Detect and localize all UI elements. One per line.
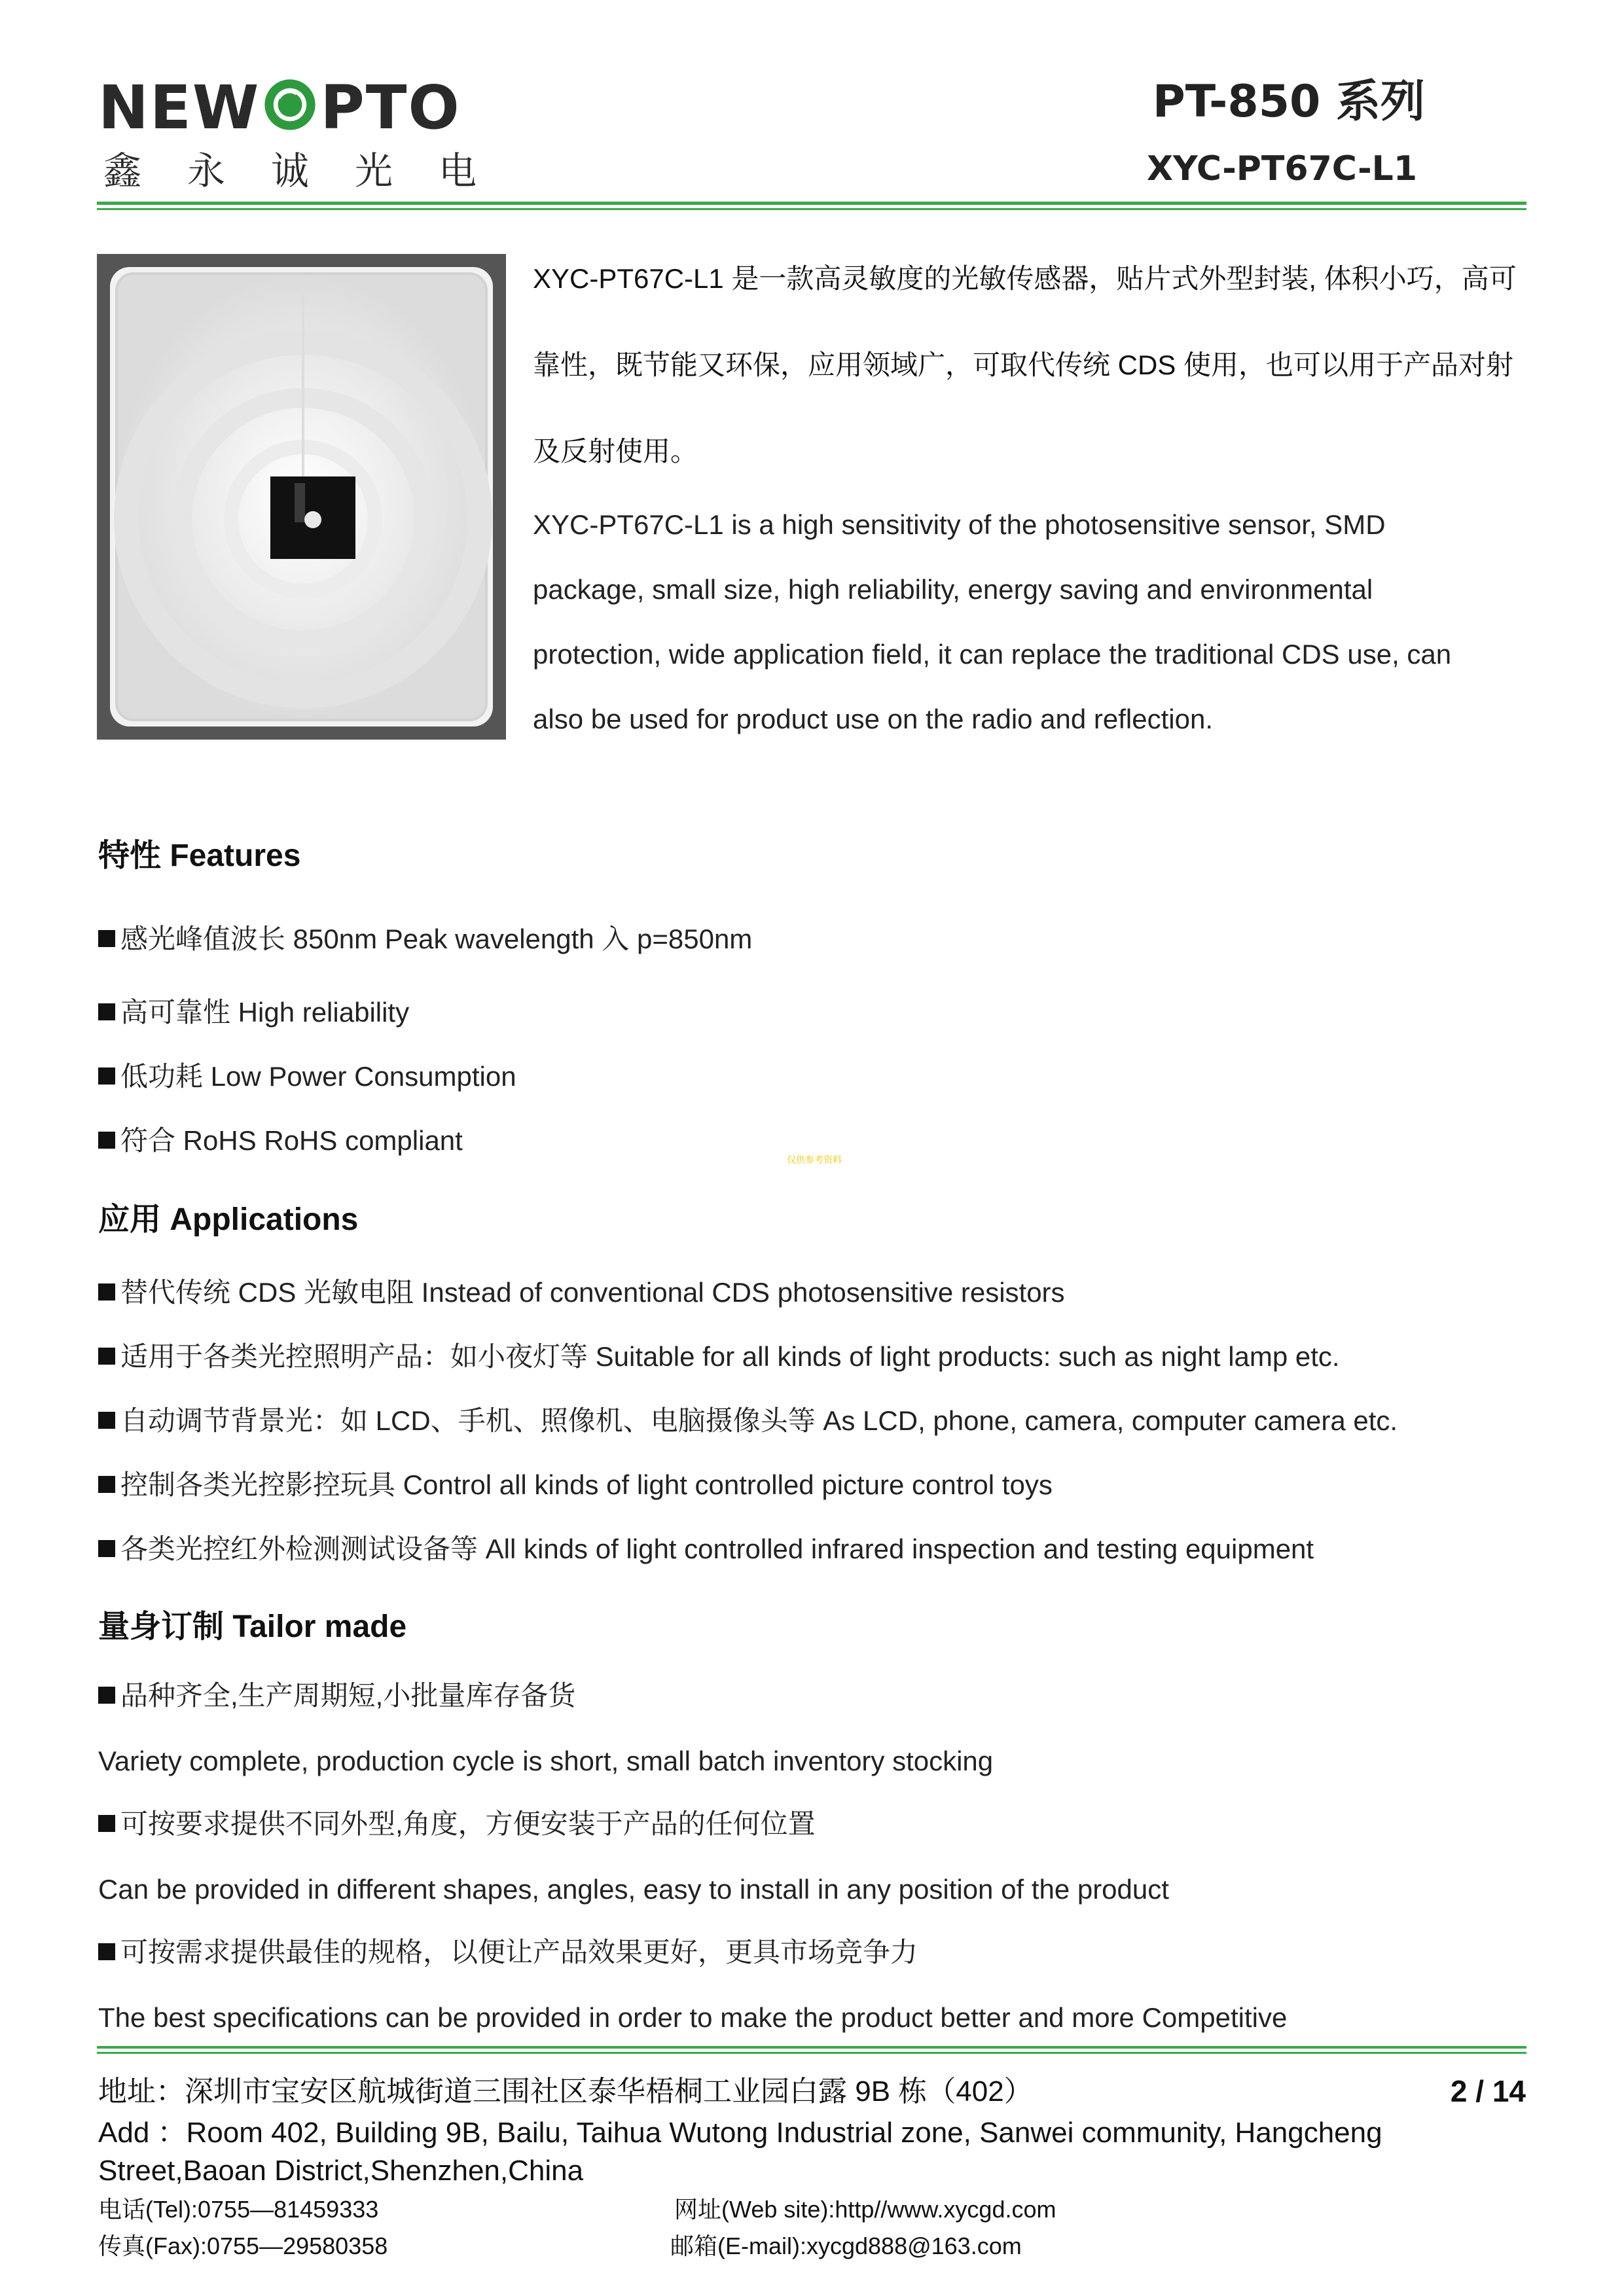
bullet-square-icon [98,1348,115,1365]
application-item [98,1471,1053,1499]
applications-heading: 应用 Applications [98,1202,359,1237]
bullet-square-icon [98,1943,115,1960]
logo-text-right: PTO [320,73,461,143]
logo-text-left: NEW [98,73,261,143]
description-cn-line: 靠性，既节能又环保，应用领域广，可取代传统 CDS 使用，也可以用于产品对射 [533,350,1514,380]
page-number: 2 / 14 [1450,2074,1526,2108]
bullet-square-icon [98,1540,115,1557]
feature-item [98,1127,463,1155]
logo-chinese-name: 鑫永诚光电 [103,149,523,193]
bullet-square-icon [98,1003,115,1020]
footer-website: 网址(Web site):http//www.xycgd.com [674,2196,1056,2223]
tailor-item-en: The best specifications can be provided in order to make the product better and more Competitive [98,2002,1288,2033]
feature-item [98,925,752,953]
footer-address-cn: 地址：深圳市宝安区航城街道三围社区泰华梧桐工业园白露 9B 栋（402） [98,2075,1033,2108]
tailor-text-cn: 品种齐全,生产周期短,小批量库存备货 [120,1680,576,1711]
address-en-line: Street,Baoan District,Shenzhen,China [98,2155,584,2187]
tailor-item-en: Variety complete, production cycle is short, small batch inventory stocking [98,1746,994,1776]
tailor-item-cn [98,1939,918,1966]
tailor-item-cn [98,1810,816,1838]
application-item [98,1343,1340,1371]
bullet-square-icon [98,1687,115,1704]
footer-address-en [98,2114,1506,2190]
tailor-item-en: Can be provided in different shapes, angles, easy to install in any position of the product [98,1874,1169,1905]
feature-text: 低功耗 Low Power Consumption [120,1061,516,1092]
tailor-text-cn: 可按要求提供不同外型,角度，方便安装于产品的任何位置 [120,1808,816,1839]
footer-email: 邮箱(E-mail):xycgd888@163.com [670,2233,1022,2259]
bullet-square-icon [98,1132,115,1149]
footer-rule-bottom [97,2052,1526,2054]
application-item [98,1535,1314,1563]
application-text: 替代传统 CDS 光敏电阻 Instead of conventional CDS photosensitive resistors [120,1277,1065,1308]
smd-photosensor-photo-icon [110,267,493,726]
footer-rule-top [97,2046,1526,2049]
application-text: 控制各类光控影控玩具 Control all kinds of light controlled picture control toys [120,1469,1053,1500]
feature-item [98,1063,516,1090]
tailor-heading: 量身订制 Tailor made [98,1609,407,1644]
application-item [98,1407,1398,1435]
application-item [98,1279,1065,1306]
bullet-square-icon [98,1283,115,1300]
description-cn-line: XYC-PT67C-L1 是一款高灵敏度的光敏传感器，贴片式外型封装, 体积小巧，高可 [533,263,1517,294]
bullet-square-icon [98,930,115,947]
address-en-line: Add ：Room 402, Building 9B, Bailu, Taihua Wutong Industrial zone, Sanwei community, Hangcheng [98,2117,1382,2149]
logo-o-icon [262,77,317,132]
application-text: 自动调节背景光：如 LCD、手机、照像机、电脑摄像头等 As LCD, phone, camera, computer camera etc. [120,1405,1398,1436]
header-rule-bottom [97,208,1526,210]
description-en-line: protection, wide application field, it can replace the traditional CDS use, can [533,639,1452,670]
bullet-square-icon [98,1815,115,1832]
description-en-line: package, small size, high reliability, energy saving and environmental [533,574,1373,605]
bullet-square-icon [98,1412,115,1429]
tailor-item-cn [98,1682,575,1710]
description-en-line: XYC-PT67C-L1 is a high sensitivity of the photosensitive sensor, SMD [533,509,1386,540]
model-number: XYC-PT67C-L1 [1146,149,1417,188]
description-english [533,492,1528,751]
description-chinese [533,236,1528,495]
product-photo [97,254,506,740]
features-heading: 特性 Features [98,838,301,873]
feature-text: 高可靠性 High reliability [120,997,410,1028]
bullet-square-icon [98,1476,115,1493]
description-en-line: also be used for product use on the radio and reflection. [533,704,1214,734]
feature-text: 符合 RoHS RoHS compliant [120,1125,463,1156]
series-title: PT-850 系列 [1152,76,1425,128]
application-text: 各类光控红外检测测试设备等 All kinds of light controlled infrared inspection and testing equipment [120,1534,1314,1564]
bullet-square-icon [98,1067,115,1085]
footer-tel: 电话(Tel):0755—81459333 [98,2196,379,2223]
watermark-text: 仅供参考资料 [787,1155,842,1165]
footer-fax: 传真(Fax):0755—29580358 [98,2233,388,2259]
feature-item [98,999,409,1026]
application-text: 适用于各类光控照明产品：如小夜灯等 Suitable for all kinds of light products: such as night lamp etc. [120,1341,1340,1372]
logo-wordmark [98,73,461,143]
feature-text: 感光峰值波长 850nm Peak wavelength 入 p=850nm [120,924,753,954]
description-cn-line: 及反射使用。 [533,436,698,467]
header-rule-top [97,202,1526,205]
tailor-text-cn: 可按需求提供最佳的规格，以便让产品效果更好，更具市场竞争力 [120,1937,918,1967]
